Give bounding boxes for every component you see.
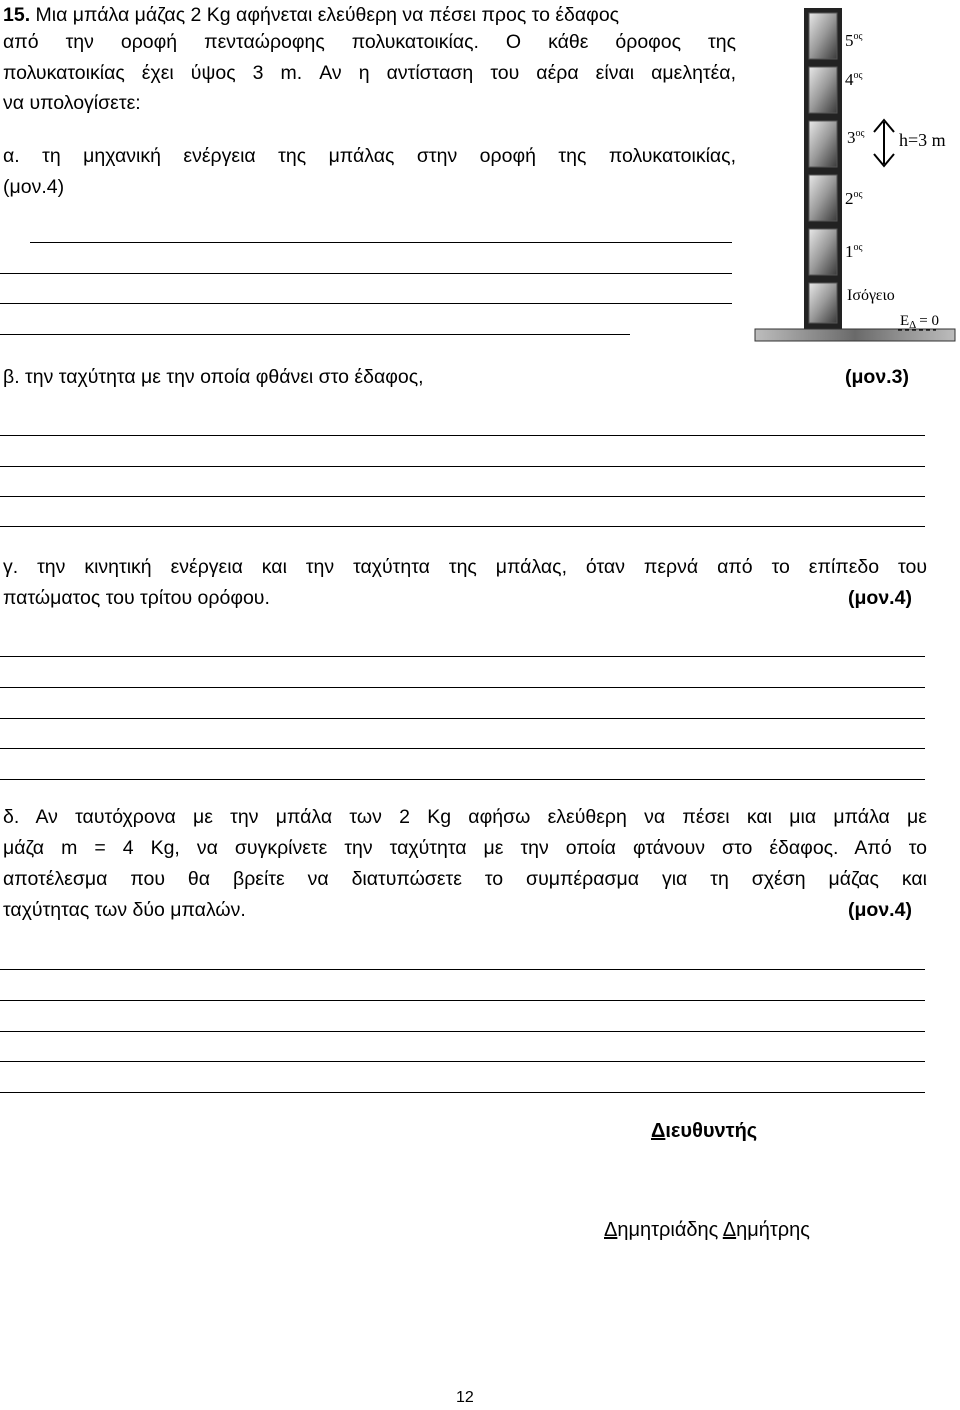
answer-line-a-4[interactable]: [0, 334, 630, 335]
floor-label-5: $5^{o\varsigma}$: [845, 31, 863, 50]
answer-line-d-1[interactable]: [0, 969, 925, 970]
answer-line-d-3[interactable]: [0, 1031, 925, 1032]
floor-label-4: $4^{o\varsigma}$: [845, 70, 863, 89]
problem-number: 15.: [3, 4, 31, 26]
signature-title: Διευθυντής: [651, 1120, 758, 1142]
answer-line-c-4[interactable]: [0, 748, 925, 749]
question-c-line-2: πατώματος του τρίτου ορόφου.: [3, 587, 270, 609]
signature-name: Δημητριάδης Δημήτρης: [604, 1219, 810, 1241]
question-c-line-1: γ. την κινητική ενέργεια και την ταχύτητα της μπάλας, όταν περνά από το επίπεδο του: [3, 556, 927, 578]
answer-line-c-2[interactable]: [0, 687, 925, 688]
floor-label-3: $3^{o\varsigma}$: [847, 128, 865, 147]
answer-line-c-1[interactable]: [0, 656, 925, 657]
ground-floor-label: Ισόγειο: [847, 287, 895, 304]
question-d-line-2: μάζα m = 4 Kg, να συγκρίνετε την ταχύτητα με την οποία φτάνουν στο έδαφος. Από το: [3, 837, 927, 859]
answer-line-b-4[interactable]: [0, 526, 925, 527]
ground-base: [755, 329, 955, 341]
question-c-points: (μον.4): [848, 587, 912, 609]
question-a-line-1: α. τη μηχανική ενέργεια της μπάλας στην οροφή της πολυκατοικίας,: [3, 145, 736, 167]
intro-text-1: Μια μπάλα μάζας 2 Kg αφήνεται ελεύθερη να πέσει προς το έδαφος: [35, 4, 620, 26]
answer-line-c-3[interactable]: [0, 718, 925, 719]
question-a-points: (μον.4): [3, 176, 65, 198]
answer-line-b-3[interactable]: [0, 496, 925, 497]
problem-intro-line-4: να υπολογίσετε:: [3, 92, 141, 114]
answer-line-b-2[interactable]: [0, 466, 925, 467]
answer-line-a-1[interactable]: [30, 242, 732, 243]
floor-label-1: $1^{o\varsigma}$: [845, 242, 863, 261]
question-d-points: (μον.4): [848, 899, 912, 921]
question-d-line-1: δ. Αν ταυτόχρονα με την μπάλα των 2 Kg αφήσω ελεύθερη να πέσει και μια μπάλα με: [3, 806, 927, 828]
question-b-text: β. την ταχύτητα με την οποία φθάνει στο έδαφος,: [3, 366, 424, 388]
answer-line-b-1[interactable]: [0, 435, 925, 436]
problem-intro-line-3: πολυκατοικίας έχει ύψος 3 m. Αν η αντίσταση του αέρα είναι αμελητέα,: [3, 62, 736, 84]
height-arrow-icon: [874, 120, 894, 166]
question-d-line-4: ταχύτητας των δύο μπαλών.: [3, 899, 246, 921]
floor-label-2: $2^{o\varsigma}$: [845, 189, 863, 208]
answer-line-a-3[interactable]: [0, 303, 732, 304]
answer-line-c-5[interactable]: [0, 779, 925, 780]
answer-line-d-4[interactable]: [0, 1061, 925, 1062]
energy-reference-label: $E_\Delta = 0$: [900, 313, 939, 331]
question-b-points: (μον.3): [845, 366, 909, 388]
building-figure: [750, 0, 960, 350]
problem-intro-line-2: από την οροφή πενταώροφης πολυκατοικίας. Ο κάθε όροφος της: [3, 31, 736, 53]
answer-line-a-2[interactable]: [0, 273, 732, 274]
question-d-line-3: αποτέλεσμα που θα βρείτε να διατυπώσετε το συμπέρασμα για τη σχέση μάζας και: [3, 868, 927, 890]
page-number: 12: [456, 1389, 474, 1406]
answer-line-d-2[interactable]: [0, 1000, 925, 1001]
answer-line-d-5[interactable]: [0, 1092, 925, 1093]
height-label: h=3 m: [899, 130, 946, 150]
